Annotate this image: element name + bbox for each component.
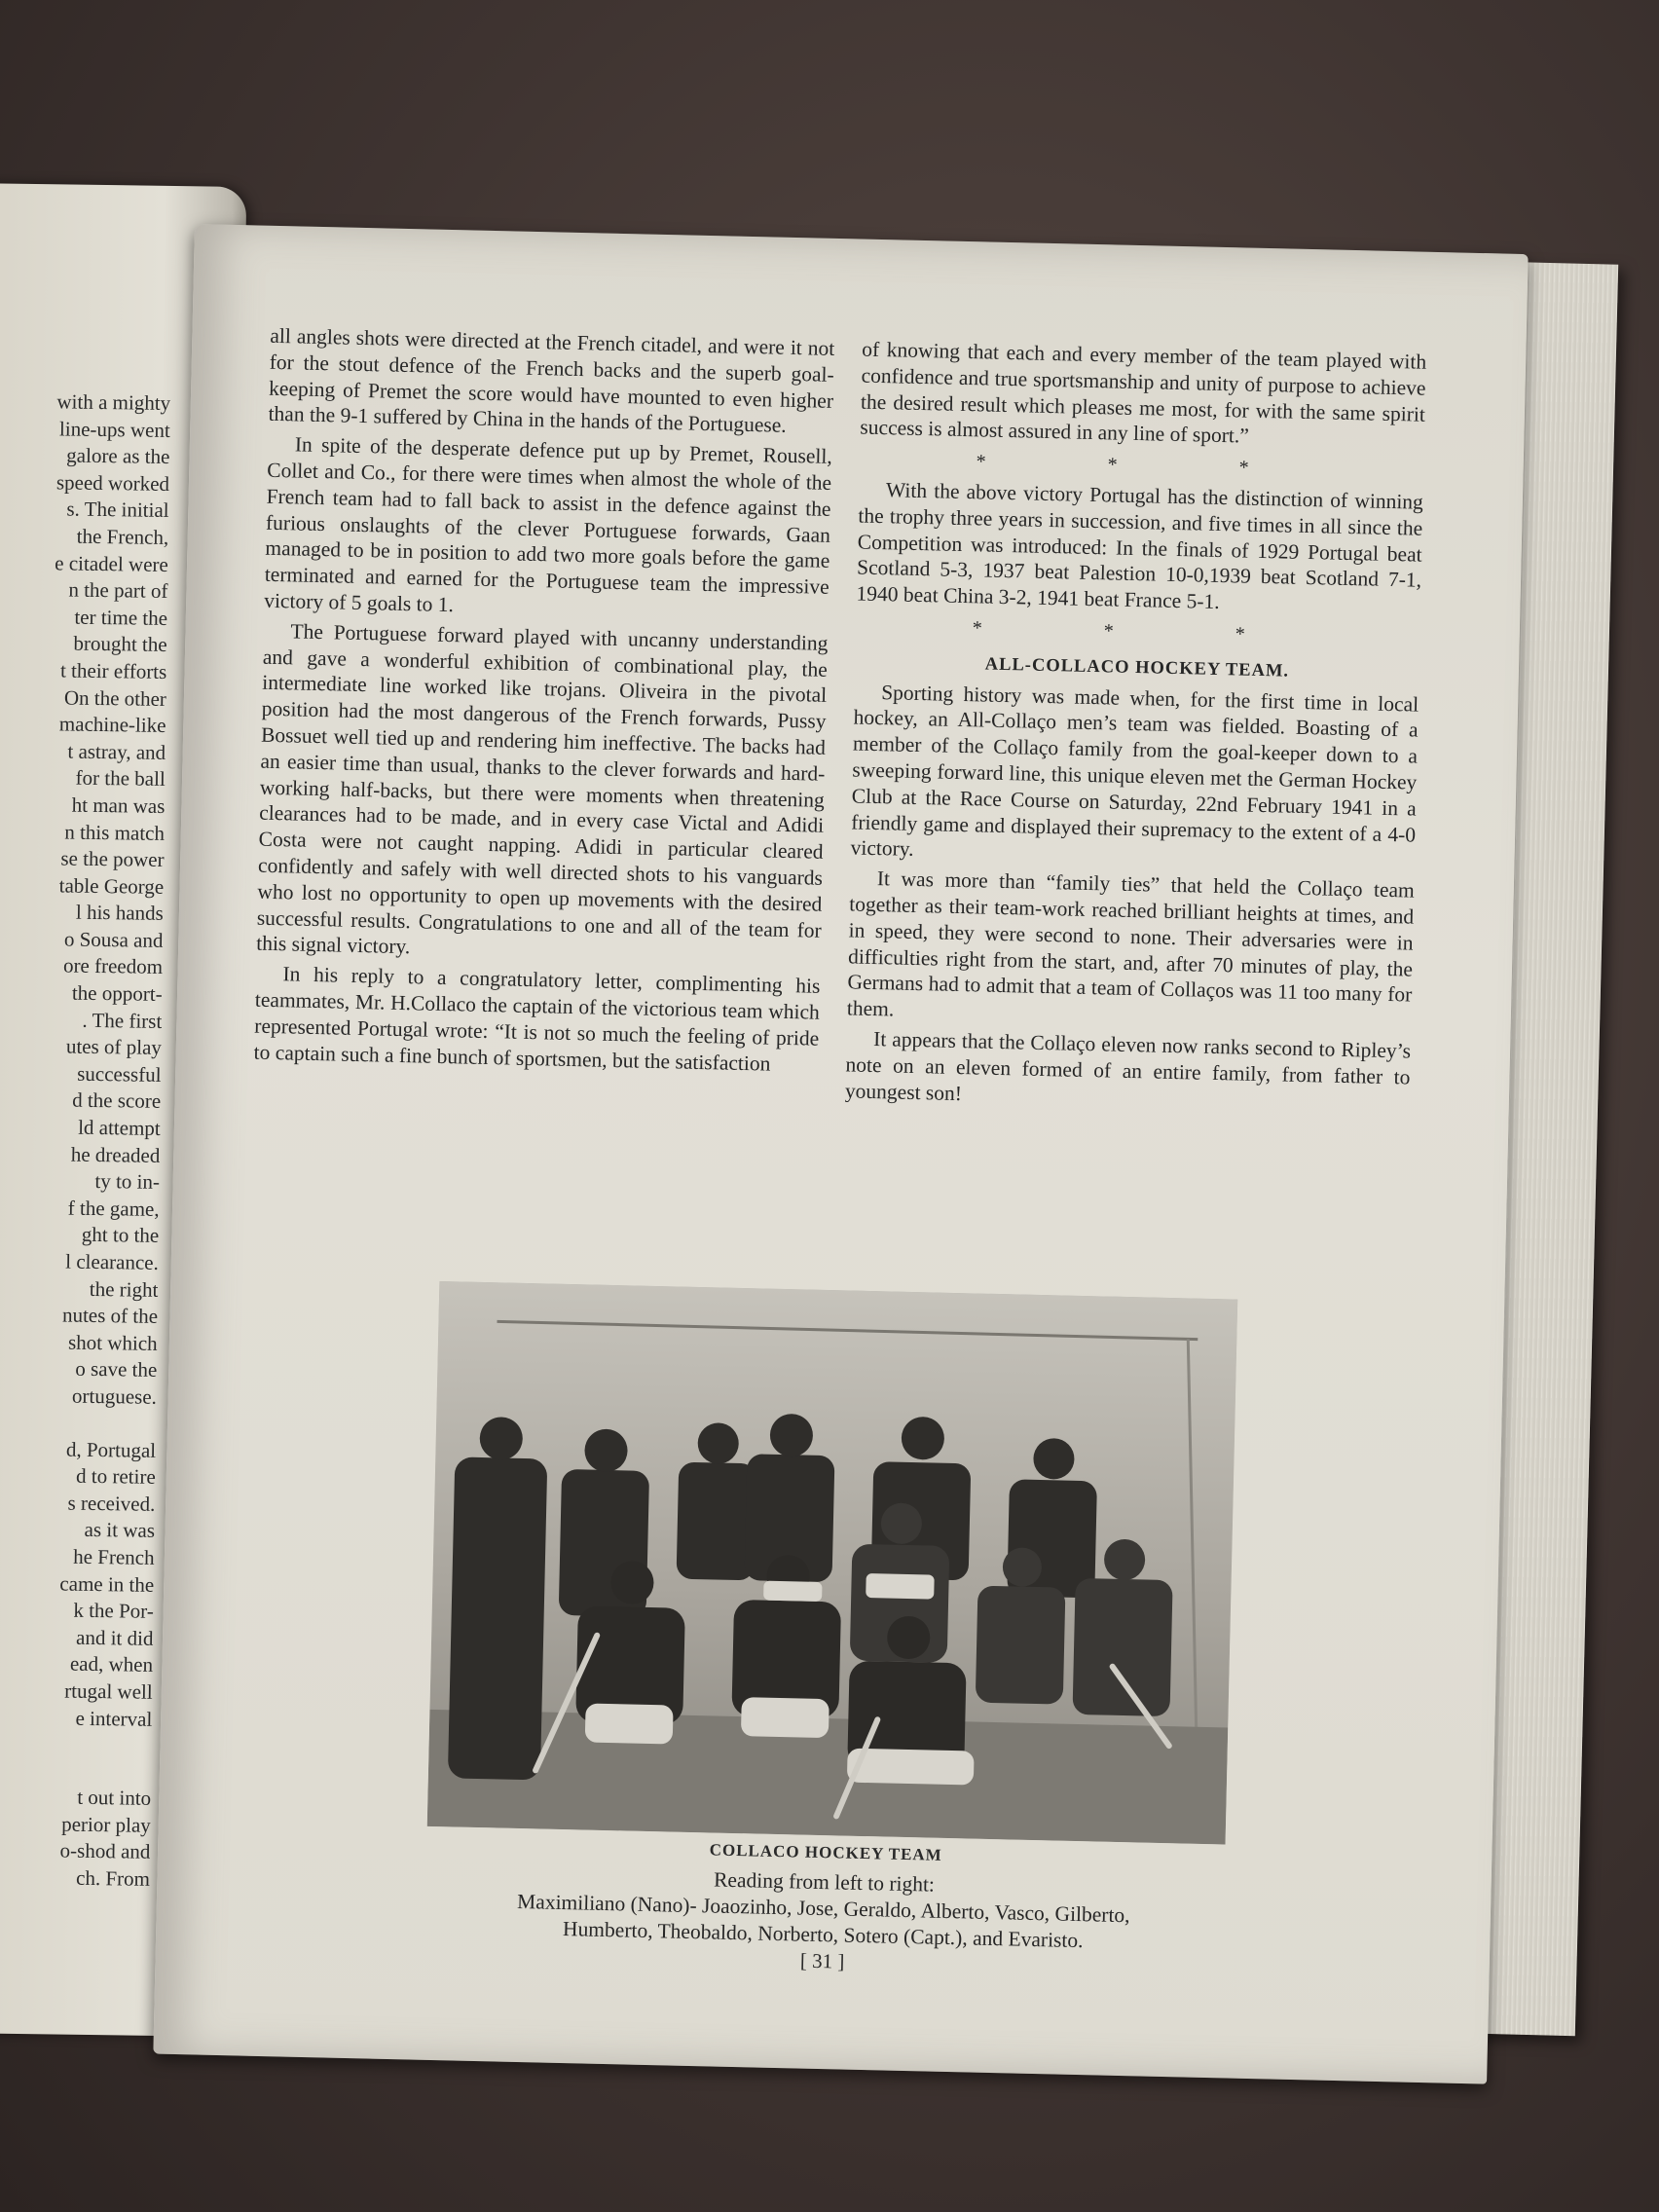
previous-page-line: e interval <box>75 1706 153 1731</box>
photo-caption <box>331 1859 1316 1960</box>
previous-page-line: n this match <box>64 820 166 845</box>
previous-page-line: . The first <box>82 1008 163 1033</box>
previous-page-line: s received. <box>67 1491 156 1516</box>
paragraph: With the above victory Portugal has the distinction of winning the trophy three years in succession, and five times in all since the Competition was introduced: In the finals of 1929 Portugal beat Scotland 5-3, 1937 beat Palestion 10-0,1939 beat Scotland 7-1, 1940 beat China 3-2, 1941 beat France 5-1. <box>856 478 1424 614</box>
paragraph: of knowing that each and every member of the team played with confidence and true sportsmanship and unity of purpose to achieve the desired result which pleases me most, for with the same spirit success is almost assured in any line of sport.” <box>860 337 1427 449</box>
previous-page-line: d to retire <box>75 1463 156 1490</box>
previous-page-line: ortuguese. <box>71 1383 158 1409</box>
previous-page-line: ch. From <box>75 1865 151 1891</box>
paragraph: In spite of the desperate defence put up by Premet, Rousell, Collet and Co., for there were times when almost the whole of the French team had to fall back to assist in the defence against the furious onslaughts of the clever Portuguese forwards, Gaan managed to be in position to add two more goals before the game terminated and earned for the Portuguese team the impressive victory of 5 goals to 1. <box>263 432 833 617</box>
paragraph: Sporting history was made when, for the first time in local hockey, an All-Collaço men’s team was fielded. Boasting of a member of the Collaço family from the goal-keeper down to a sweeping forward line, this unique eleven met the German Hockey Club at the Race Course on Saturday, 22nd February 1941 in a friendly game and displayed their supremacy to the extent of a 4-0 victory. <box>850 680 1419 862</box>
previous-page-line: ter time the <box>74 605 168 630</box>
previous-page-line: the right <box>89 1276 159 1302</box>
previous-page-line: nutes of the <box>61 1303 159 1329</box>
caption-line: Humberto, Theobaldo, Norberto, Sotero (Capt.), and Evaristo. <box>562 1917 1084 1953</box>
photo-caption-title: COLLACO HOCKEY TEAM <box>709 1840 942 1864</box>
previous-page-line: n the part of <box>68 577 168 604</box>
page-31 <box>153 224 1528 2084</box>
previous-page-line: machine-like <box>58 712 166 738</box>
previous-page-line: for the ball <box>75 765 166 792</box>
previous-page-line: rtugal well <box>64 1678 153 1704</box>
previous-page-line: l his hands <box>75 900 164 926</box>
left-column <box>253 323 834 1082</box>
previous-page-line: and it did <box>75 1625 154 1650</box>
paragraph: It was more than “family ties” that held the Collaço team together as their team-work reached brilliant heights at times, and in speed, they were second to none. Their adversaries were in difficulties right from the start, and, after 70 minutes of play, the Germans had to admit that a team of Collaços was 11 too many for them. <box>846 866 1416 1021</box>
previous-page-gap <box>0 1756 152 1786</box>
caption-line: Reading from left to right: <box>713 1867 936 1897</box>
page-number: [ 31 ] <box>799 1948 845 1973</box>
previous-page-line: o Sousa and <box>63 927 164 952</box>
previous-page-line: On the other <box>63 685 167 711</box>
previous-page-line: perior play <box>61 1812 151 1837</box>
previous-page-line: came in the <box>59 1571 155 1597</box>
previous-page-line: ght to the <box>81 1223 160 1248</box>
previous-page-gap <box>0 1730 152 1759</box>
previous-page-line: speed worked <box>55 470 170 496</box>
team-photo <box>427 1281 1237 1844</box>
previous-page-line: ore freedom <box>62 953 164 979</box>
previous-page-line: o save the <box>75 1357 158 1382</box>
previous-page-line: ead, when <box>69 1651 154 1677</box>
previous-page-line: utes of play <box>65 1034 163 1060</box>
previous-page-line: he dreaded <box>70 1142 161 1167</box>
previous-page-line: the French, <box>76 524 169 549</box>
previous-page-line: as it was <box>84 1518 156 1543</box>
previous-page-line: f the game, <box>67 1196 160 1221</box>
previous-page-line: he French <box>73 1544 155 1569</box>
paragraph: all angles shots were directed at the French citadel, and were it not for the stout defence of the French backs and the superb goal-keeping of Premet the score would have mounted to even higher than the 9-1 suffered by China in the hands of the Portuguese. <box>268 323 835 438</box>
previous-page-line: shot which <box>67 1330 158 1355</box>
previous-page-line: ld attempt <box>78 1115 161 1140</box>
previous-page-line: se the power <box>60 846 165 872</box>
paragraph: It appears that the Collaço eleven now ranks second to Ripley’s note on an eleven formed of an entire family, from father to youngest son! <box>844 1026 1412 1105</box>
previous-page-line: e citadel were <box>55 550 169 576</box>
previous-page-text <box>0 387 170 1893</box>
previous-page-line: t out into <box>77 1785 152 1810</box>
separator: * * * <box>972 617 1304 646</box>
previous-page-line: galore as the <box>66 443 170 469</box>
paragraph: In his reply to a congratulatory letter, complimenting his teammates, Mr. H.Collaco the captain of the victorious team which represented Portugal wrote: “It is not so much the feeling of pride to captain such a fine bunch of sportsmen, but the satisfaction <box>253 962 821 1076</box>
previous-page-line: t their efforts <box>59 658 167 683</box>
previous-page-line: table George <box>58 873 165 899</box>
previous-page-line: successful <box>77 1061 162 1087</box>
previous-page-line: line-ups went <box>58 416 170 442</box>
previous-page-line: l clearance. <box>65 1249 159 1274</box>
previous-page-line: d, Portugal <box>65 1437 157 1462</box>
previous-page-gap <box>0 1409 157 1438</box>
previous-page-line: with a mighty <box>56 389 171 415</box>
previous-page-line: brought the <box>73 631 167 657</box>
previous-page-line: t astray, and <box>67 739 166 764</box>
caption-line: Maximiliano (Nano)- Joaozinho, Jose, Geraldo, Alberto, Vasco, Gilberto, <box>516 1889 1130 1928</box>
previous-page-line: d the score <box>71 1088 162 1114</box>
previous-page-line: ht man was <box>71 793 166 818</box>
previous-page-line: s. The initial <box>66 497 169 523</box>
right-column <box>845 337 1427 1121</box>
section-heading: ALL-COLLACO HOCKEY TEAM. <box>984 654 1290 682</box>
previous-page-line: k the Por- <box>73 1598 154 1623</box>
separator: * * * <box>976 451 1308 481</box>
previous-page-line: o-shod and <box>59 1838 151 1864</box>
previous-page-line: the opport- <box>71 980 163 1006</box>
paragraph: The Portuguese forward played with uncanny understanding and gave a wonderful exhibition of combinational play, the intermediate line worked like trojans. Oliveira in the pivotal position had the most dangerous of the French forwards, Pussy Bossuet well tied up and rendering him ineffective. The backs had an easier time than usual, thanks to the clever forwards and hard-working half-backs, but there were moments when threatening clearances had to be made, and in every case Victal and Adidi Costa were not caught napping. Adidi in particular cleared confidently and safely with well directed shots to his vanguards who lost no opportunity to open up movements with the desired successful results. Congratulations to one and all of the team for this signal victory. <box>255 619 829 959</box>
previous-page-line: ty to in- <box>94 1169 161 1195</box>
